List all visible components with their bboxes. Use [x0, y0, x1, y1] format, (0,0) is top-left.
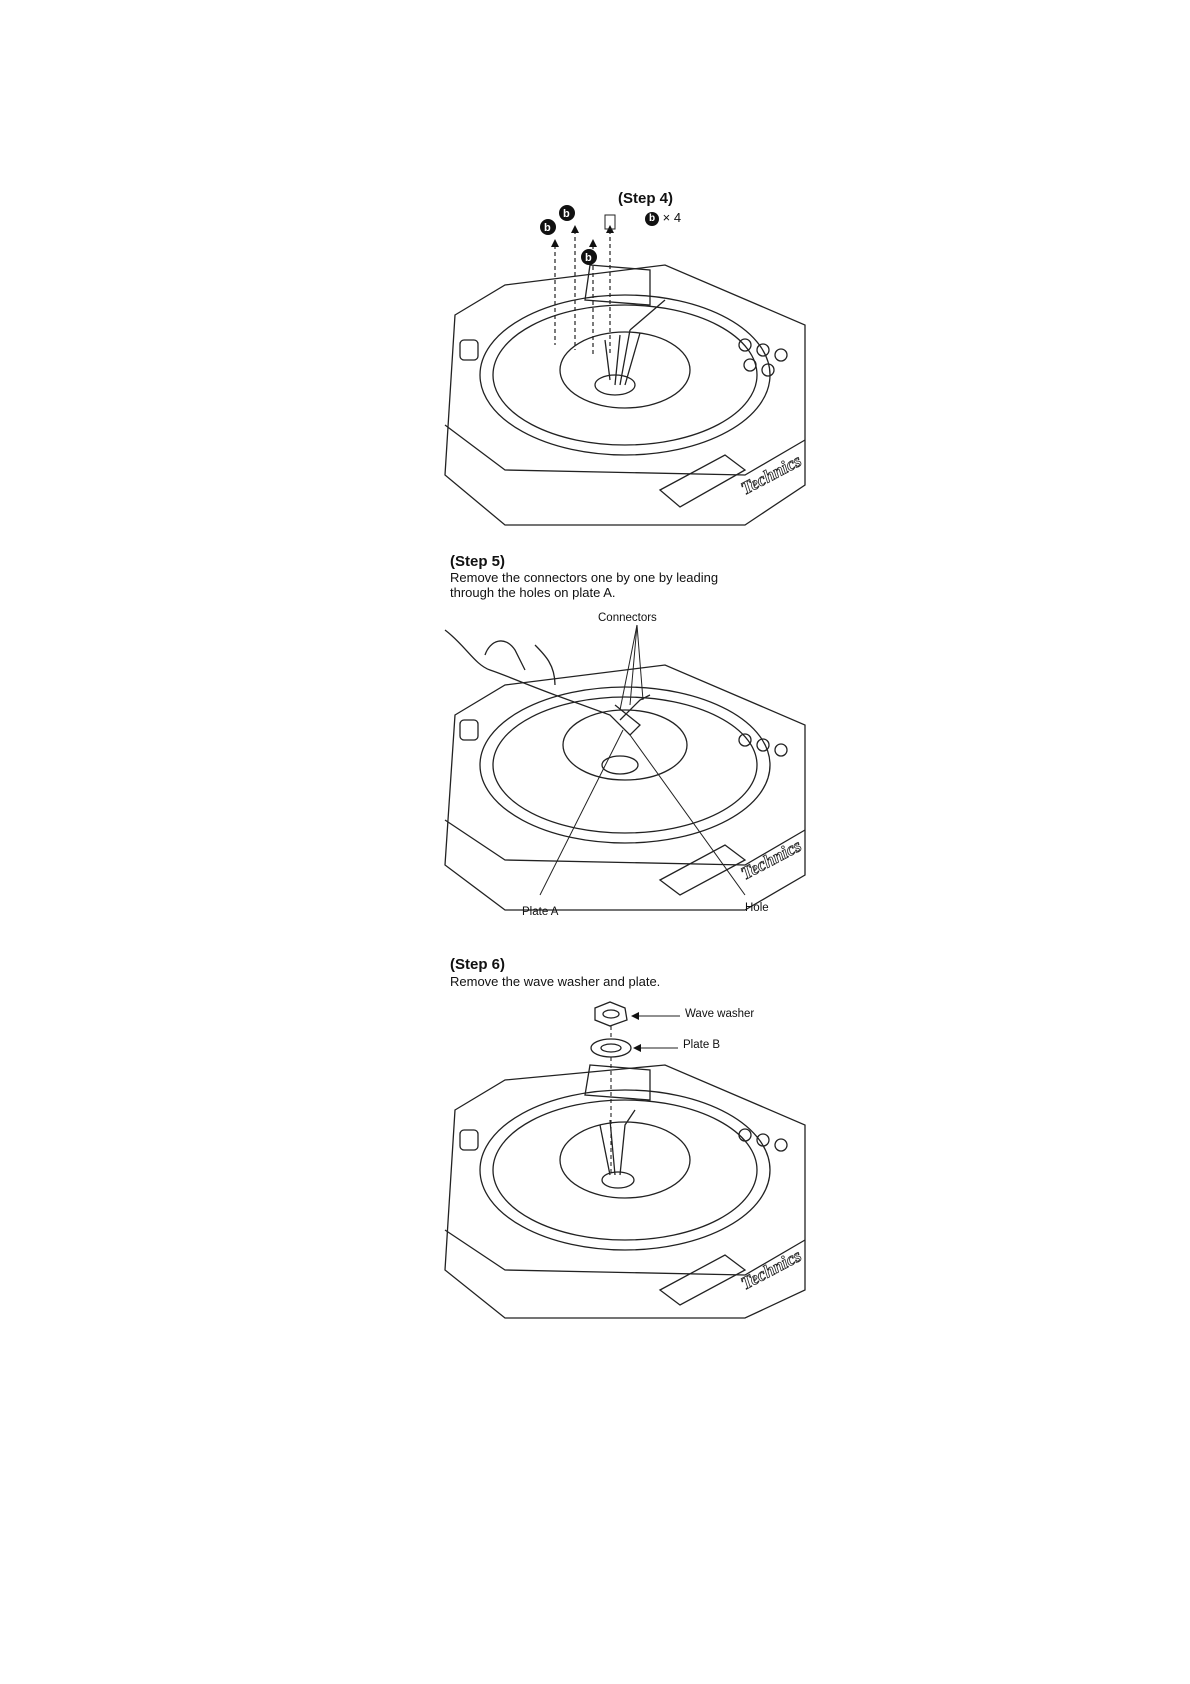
- step5-instruction-line2: through the holes on plate A.: [450, 585, 616, 600]
- svg-text:Technics: Technics: [737, 1245, 805, 1294]
- step4-title: (Step 4): [618, 190, 674, 207]
- step6-title: (Step 6): [450, 956, 506, 973]
- step5-turntable-diagram: [445, 625, 805, 915]
- label-hole: Hole: [745, 902, 769, 914]
- step4-screw-count: b × 4: [645, 210, 681, 226]
- label-connectors: Connectors: [598, 612, 657, 624]
- label-wave-washer: Wave washer: [685, 1008, 755, 1020]
- label-plate-b: Plate B: [683, 1039, 721, 1051]
- step5-title: (Step 5): [450, 553, 506, 570]
- svg-text:b: b: [544, 222, 551, 234]
- svg-text:b: b: [563, 208, 570, 220]
- svg-text:Technics: Technics: [737, 835, 805, 884]
- screw-b-icon: b: [645, 212, 659, 226]
- step6-instruction: Remove the wave washer and plate.: [450, 974, 661, 989]
- step5-instruction-line1: Remove the connectors one by one by leading: [450, 570, 719, 585]
- svg-text:b: b: [585, 252, 592, 264]
- label-plate-a: Plate A: [522, 906, 559, 918]
- step6-turntable-diagram: [445, 1000, 805, 1320]
- brand-logo: Technics: [737, 450, 805, 499]
